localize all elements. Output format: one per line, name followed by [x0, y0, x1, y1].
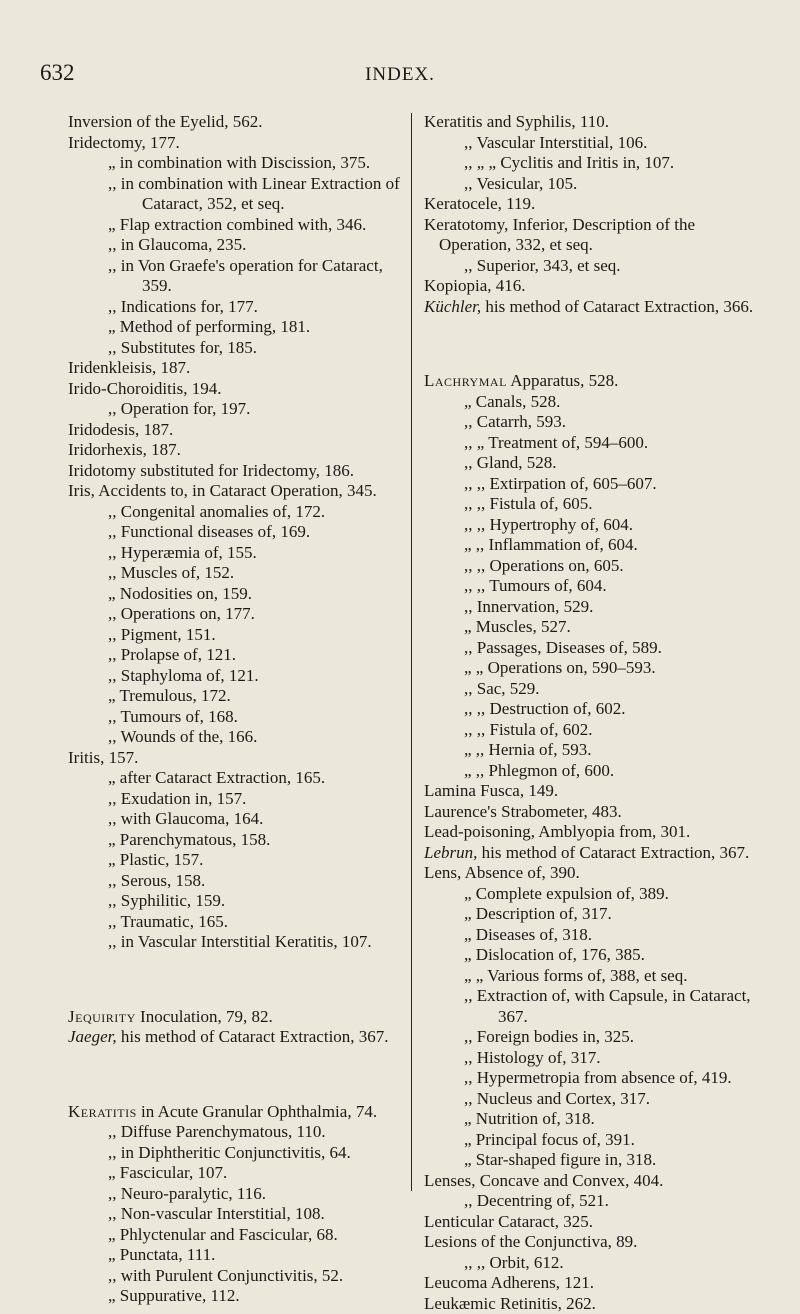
index-subentry: [68, 1163, 408, 1184]
index-subentry: [424, 174, 762, 195]
index-subentry: [68, 912, 408, 933]
entry-text: ,, Pigment, 151.: [108, 625, 216, 644]
index-entry: [424, 297, 762, 318]
entry-text: Keratotomy, Inferior, Description of the Operation, 332, et seq.: [424, 215, 695, 255]
index-subentry: [424, 761, 762, 782]
entry-text: Lesions of the Conjunctiva, 89.: [424, 1232, 637, 1251]
index-subentry: [424, 679, 762, 700]
entry-text: ,, Traumatic, 165.: [108, 912, 228, 931]
entry-text: ,, in Von Graefe's operation for Cataract, 359.: [108, 256, 383, 296]
index-subentry: [424, 1048, 762, 1069]
entry-text: „ Nutrition of, 318.: [464, 1109, 595, 1128]
entry-text: Kopiopia, 416.: [424, 276, 526, 295]
index-subentry: [424, 966, 762, 987]
index-subentry: [424, 433, 762, 454]
entry-text: ,, in Diphtheritic Conjunctivitis, 64.: [108, 1143, 351, 1162]
entry-text: ,, Vesicular, 105.: [464, 174, 577, 193]
index-subentry: [424, 720, 762, 741]
index-subentry: [68, 1143, 408, 1164]
entry-text: ,, in Vascular Interstitial Keratitis, 107.: [108, 932, 372, 951]
entry-text: ,, Non-vascular Interstitial, 108.: [108, 1204, 325, 1223]
entry-text: „ Flap extraction combined with, 346.: [108, 215, 366, 234]
index-entry: [424, 822, 762, 843]
entry-text: ,, Tumours of, 168.: [108, 707, 238, 726]
entry-text: Lenticular Cataract, 325.: [424, 1212, 593, 1231]
index-subentry: [424, 494, 762, 515]
entry-text: „ ,, Inflammation of, 604.: [464, 535, 638, 554]
entry-text: ,, ,, Fistula of, 602.: [464, 720, 592, 739]
entry-text: Iridenkleisis, 187.: [68, 358, 190, 377]
index-entry: [424, 1171, 762, 1192]
index-subentry: [68, 1286, 408, 1307]
section-gap: [68, 970, 408, 990]
index-subentry: [424, 556, 762, 577]
index-subentry: [424, 617, 762, 638]
index-subentry: [424, 412, 762, 433]
entry-text: ,, ,, Destruction of, 602.: [464, 699, 625, 718]
entry-text: Apparatus, 528.: [507, 371, 618, 390]
index-entry: [424, 843, 762, 864]
index-entry: [424, 112, 762, 133]
entry-text: ,, Congenital anomalies of, 172.: [108, 502, 325, 521]
entry-text: Inversion of the Eyelid, 562.: [68, 112, 263, 131]
index-subentry: [68, 1204, 408, 1225]
entry-text: ,, Neuro-paralytic, 116.: [108, 1184, 266, 1203]
index-subentry: [68, 584, 408, 605]
index-subentry: [424, 945, 762, 966]
entry-text: „ Tremulous, 172.: [108, 686, 231, 705]
entry-text: „ Star-shaped figure in, 318.: [464, 1150, 656, 1169]
entry-lead-word: Keratitis: [68, 1102, 137, 1121]
index-subentry: [68, 707, 408, 728]
entry-text: ,, Substitutes for, 185.: [108, 338, 257, 357]
entry-text: ,, Diffuse Parenchymatous, 110.: [108, 1122, 326, 1141]
entry-text: Laurence's Strabometer, 483.: [424, 802, 622, 821]
entry-text: Iridectomy, 177.: [68, 133, 180, 152]
column-divider: [411, 113, 412, 1191]
entry-text: ,, Hyperæmia of, 155.: [108, 543, 257, 562]
index-entry: [424, 1212, 762, 1233]
entry-text: „ Punctata, 111.: [108, 1245, 215, 1264]
index-subentry: [424, 392, 762, 413]
index-entry: [424, 1294, 762, 1314]
index-subentry: [424, 453, 762, 474]
entry-text: ,, Nucleus and Cortex, 317.: [464, 1089, 650, 1108]
index-subentry: [424, 699, 762, 720]
index-entry: [424, 781, 762, 802]
index-subentry: [424, 1191, 762, 1212]
entry-lead-word: Küchler,: [424, 297, 481, 316]
entry-lead-word: Jaeger,: [68, 1027, 117, 1046]
index-subentry: [68, 543, 408, 564]
entry-text: his method of Cataract Extraction, 366.: [481, 297, 753, 316]
entry-text: ,, ,, Fistula of, 605.: [464, 494, 592, 513]
index-subentry: [424, 1068, 762, 1089]
index-subentry: [424, 597, 762, 618]
entry-text: ,, Superior, 343, et seq.: [464, 256, 621, 275]
entry-text: „ Canals, 528.: [464, 392, 560, 411]
entry-lead-word: Jequirity: [68, 1007, 136, 1026]
entry-text: Lamina Fusca, 149.: [424, 781, 558, 800]
entry-text: „ Parenchymatous, 158.: [108, 830, 270, 849]
index-subentry: [68, 338, 408, 359]
entry-text: ,, Exudation in, 157.: [108, 789, 246, 808]
entry-text: ,, Staphyloma of, 121.: [108, 666, 259, 685]
index-subentry: [424, 535, 762, 556]
index-entry: [424, 215, 762, 256]
index-subentry: [424, 153, 762, 174]
entry-text: „ Principal focus of, 391.: [464, 1130, 635, 1149]
index-subentry: [68, 727, 408, 748]
index-subentry: [424, 1150, 762, 1171]
index-subentry: [68, 1122, 408, 1143]
index-entry: [68, 133, 408, 154]
index-subentry: [68, 830, 408, 851]
entry-text: „ „ Various forms of, 388, et seq.: [464, 966, 687, 985]
entry-text: Iridorhexis, 187.: [68, 440, 181, 459]
index-subentry: [68, 809, 408, 830]
index-subentry: [68, 666, 408, 687]
index-subentry: [424, 986, 762, 1027]
index-subentry: [68, 850, 408, 871]
index-subentry: [68, 1266, 408, 1287]
entry-text: ,, Passages, Diseases of, 589.: [464, 638, 662, 657]
entry-text: Keratocele, 119.: [424, 194, 535, 213]
index-subentry: [68, 932, 408, 953]
entry-text: ,, Wounds of the, 166.: [108, 727, 257, 746]
entry-text: ,, Hypermetropia from absence of, 419.: [464, 1068, 732, 1087]
right-column: [424, 112, 762, 1314]
entry-text: „ Fascicular, 107.: [108, 1163, 227, 1182]
entry-text: ,, in combination with Linear Extraction of Cataract, 352, et seq.: [108, 174, 400, 214]
index-entry: [68, 358, 408, 379]
index-entry: [68, 748, 408, 769]
index-entry: [424, 194, 762, 215]
entry-text: ,, Extraction of, with Capsule, in Cataract, 367.: [464, 986, 751, 1026]
entry-text: in Acute Granular Ophthalmia, 74.: [137, 1102, 377, 1121]
index-subentry: [424, 638, 762, 659]
index-entry: [68, 440, 408, 461]
index-subentry: [68, 522, 408, 543]
entry-text: ,, Operations on, 177.: [108, 604, 255, 623]
entry-text: „ ,, Hernia of, 593.: [464, 740, 591, 759]
left-column: [68, 112, 408, 1307]
index-subentry: [68, 789, 408, 810]
entry-text: ,, Innervation, 529.: [464, 597, 593, 616]
index-subentry: [68, 502, 408, 523]
index-entry: [68, 112, 408, 133]
entry-text: ,, Serous, 158.: [108, 871, 205, 890]
index-subentry: [68, 399, 408, 420]
entry-text: „ Complete expulsion of, 389.: [464, 884, 669, 903]
index-entry: [68, 461, 408, 482]
running-head: INDEX.: [0, 64, 800, 86]
entry-text: „ Dislocation of, 176, 385.: [464, 945, 645, 964]
entry-text: ,, ,, Extirpation of, 605–607.: [464, 474, 657, 493]
index-subentry: [424, 1027, 762, 1048]
entry-text: „ Description of, 317.: [464, 904, 612, 923]
index-subentry: [68, 625, 408, 646]
entry-text: „ Suppurative, 112.: [108, 1286, 240, 1305]
index-subentry: [68, 256, 408, 297]
index-entry: [424, 1273, 762, 1294]
index-subentry: [68, 891, 408, 912]
entry-text: ,, Prolapse of, 121.: [108, 645, 236, 664]
entry-text: ,, Sac, 529.: [464, 679, 540, 698]
entry-text: his method of Cataract Extraction, 367.: [117, 1027, 389, 1046]
entry-text: „ in combination with Discission, 375.: [108, 153, 370, 172]
entry-lead-word: Lachrymal: [424, 371, 507, 390]
entry-text: his method of Cataract Extraction, 367.: [477, 843, 749, 862]
entry-text: „ Phlyctenular and Fascicular, 68.: [108, 1225, 338, 1244]
entry-text: Iris, Accidents to, in Cataract Operation, 345.: [68, 481, 377, 500]
entry-text: „ Plastic, 157.: [108, 850, 203, 869]
entry-text: ,, Histology of, 317.: [464, 1048, 600, 1067]
entry-text: ,, „ „ Cyclitis and Iritis in, 107.: [464, 153, 674, 172]
entry-text: ,, ,, Tumours of, 604.: [464, 576, 607, 595]
entry-text: ,, Functional diseases of, 169.: [108, 522, 310, 541]
entry-text: ,, Gland, 528.: [464, 453, 557, 472]
index-entry: [424, 863, 762, 884]
index-subentry: [68, 174, 408, 215]
index-entry: [68, 1027, 408, 1048]
entry-text: ,, ,, Orbit, 612.: [464, 1253, 564, 1272]
index-subentry: [424, 256, 762, 277]
index-subentry: [424, 133, 762, 154]
index-subentry: [68, 604, 408, 625]
index-subentry: [68, 1245, 408, 1266]
entry-text: ,, with Purulent Conjunctivitis, 52.: [108, 1266, 343, 1285]
section-gap: [68, 1065, 408, 1085]
index-subentry: [424, 884, 762, 905]
entry-text: „ Muscles, 527.: [464, 617, 571, 636]
entry-text: Leukæmic Retinitis, 262.: [424, 1294, 596, 1313]
index-entry: [68, 1007, 408, 1028]
index-subentry: [424, 925, 762, 946]
index-subentry: [68, 297, 408, 318]
entry-text: „ Nodosities on, 159.: [108, 584, 252, 603]
index-entry: [424, 1232, 762, 1253]
entry-text: „ Method of performing, 181.: [108, 317, 310, 336]
entry-text: Lead-poisoning, Amblyopia from, 301.: [424, 822, 690, 841]
index-subentry: [68, 686, 408, 707]
page-number: 632: [40, 60, 75, 86]
entry-text: ,, Operation for, 197.: [108, 399, 250, 418]
index-subentry: [68, 563, 408, 584]
index-entry: [68, 420, 408, 441]
index-subentry: [424, 576, 762, 597]
entry-text: Irido-Choroiditis, 194.: [68, 379, 221, 398]
entry-text: ,, Muscles of, 152.: [108, 563, 234, 582]
entry-text: Inoculation, 79, 82.: [136, 1007, 273, 1026]
index-entry: [68, 1102, 408, 1123]
index-subentry: [68, 235, 408, 256]
index-subentry: [68, 768, 408, 789]
entry-text: Iridodesis, 187.: [68, 420, 173, 439]
index-entry: [424, 276, 762, 297]
entry-text: ,, Indications for, 177.: [108, 297, 258, 316]
entry-text: ,, Syphilitic, 159.: [108, 891, 225, 910]
entry-text: ,, ,, Operations on, 605.: [464, 556, 624, 575]
index-entry: [424, 371, 762, 392]
index-entry: [68, 481, 408, 502]
entry-text: ,, ,, Hypertrophy of, 604.: [464, 515, 633, 534]
entry-text: ,, Decentring of, 521.: [464, 1191, 609, 1210]
index-subentry: [68, 871, 408, 892]
entry-text: ,, Catarrh, 593.: [464, 412, 566, 431]
index-subentry: [424, 658, 762, 679]
index-subentry: [424, 1109, 762, 1130]
entry-text: Iritis, 157.: [68, 748, 138, 767]
index-subentry: [424, 1253, 762, 1274]
entry-text: ,, Vascular Interstitial, 106.: [464, 133, 647, 152]
index-subentry: [424, 515, 762, 536]
index-subentry: [424, 1130, 762, 1151]
index-entry: [424, 802, 762, 823]
index-subentry: [68, 317, 408, 338]
index-subentry: [68, 215, 408, 236]
index-entry: [68, 379, 408, 400]
index-subentry: [68, 1225, 408, 1246]
index-subentry: [424, 740, 762, 761]
entry-text: „ after Cataract Extraction, 165.: [108, 768, 325, 787]
index-subentry: [68, 153, 408, 174]
entry-text: Leucoma Adherens, 121.: [424, 1273, 594, 1292]
entry-lead-word: Lebrun,: [424, 843, 477, 862]
entry-text: Iridotomy substituted for Iridectomy, 186.: [68, 461, 354, 480]
entry-text: „ „ Operations on, 590–593.: [464, 658, 656, 677]
entry-text: ,, „ Treatment of, 594–600.: [464, 433, 648, 452]
entry-text: Lenses, Concave and Convex, 404.: [424, 1171, 663, 1190]
entry-text: Lens, Absence of, 390.: [424, 863, 580, 882]
index-subentry: [68, 645, 408, 666]
entry-text: „ Diseases of, 318.: [464, 925, 592, 944]
entry-text: Keratitis and Syphilis, 110.: [424, 112, 609, 131]
entry-text: ,, in Glaucoma, 235.: [108, 235, 246, 254]
index-subentry: [424, 1089, 762, 1110]
index-subentry: [68, 1184, 408, 1205]
index-subentry: [424, 904, 762, 925]
entry-text: „ ,, Phlegmon of, 600.: [464, 761, 614, 780]
entry-text: ,, Foreign bodies in, 325.: [464, 1027, 634, 1046]
entry-text: ,, with Glaucoma, 164.: [108, 809, 263, 828]
index-subentry: [424, 474, 762, 495]
section-gap: [424, 334, 762, 354]
